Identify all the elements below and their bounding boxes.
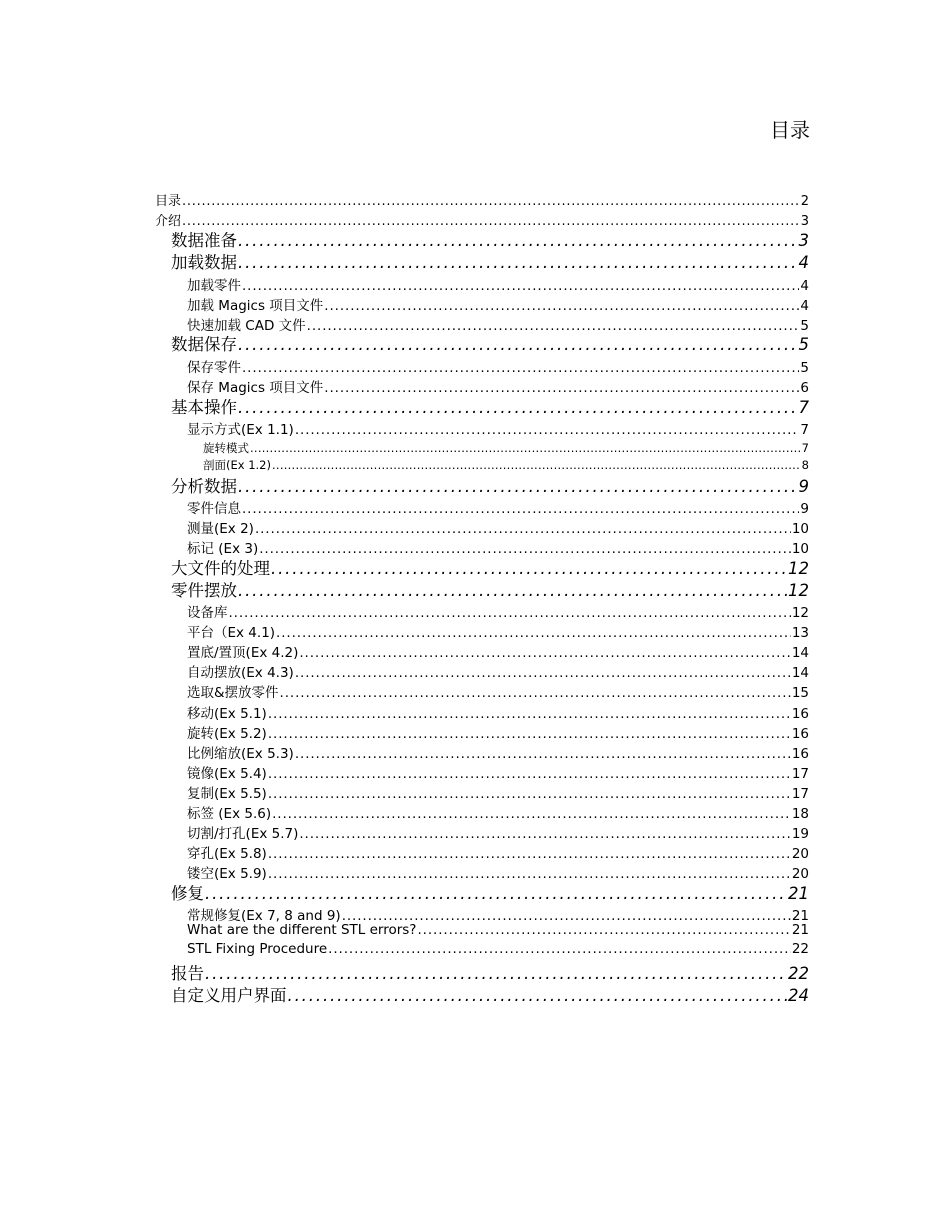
toc-entry-page: 12 (788, 559, 809, 578)
toc-entry-page: 5 (800, 318, 809, 334)
toc-entry-label: What are the different STL errors? (187, 922, 417, 938)
toc-leader-dots (268, 766, 791, 782)
toc-entry-page: 19 (791, 826, 809, 842)
toc-leader-dots (328, 941, 791, 957)
toc-leader-dots (238, 477, 798, 496)
toc-entry[interactable] (187, 661, 809, 681)
toc-entry[interactable] (187, 356, 809, 376)
toc-entry[interactable] (171, 473, 809, 497)
toc-entry-page: 16 (791, 726, 809, 742)
toc-entry-label: 平台（Ex 4.1) (187, 625, 276, 641)
toc-entry-page: 12 (788, 581, 809, 600)
toc-entry-label: 设备库 (187, 605, 228, 621)
toc-entry-label: 大文件的处理 (171, 559, 270, 578)
toc-entry-label: 分析数据 (171, 477, 237, 496)
toc-entry-page: 7 (801, 441, 809, 455)
toc-entry[interactable] (187, 517, 809, 537)
toc-entry[interactable] (187, 274, 809, 294)
toc-entry-label: 基本操作 (171, 398, 237, 417)
toc-leader-dots (280, 685, 791, 701)
toc-entry-label: 零件摆放 (171, 581, 237, 600)
toc-leader-dots (238, 253, 798, 272)
toc-entry-label: 旋转模式 (203, 441, 249, 455)
toc-leader-dots (272, 806, 791, 822)
toc-leader-dots (295, 422, 800, 438)
toc-entry[interactable] (171, 555, 809, 579)
toc-leader-dots (238, 231, 798, 250)
toc-entry[interactable] (203, 440, 809, 456)
toc-entry-page: 7 (800, 422, 809, 438)
toc-entry-page: 5 (800, 360, 809, 376)
toc-entry[interactable] (187, 941, 809, 957)
toc-entry-page: 21 (791, 922, 809, 938)
toc-entry[interactable] (187, 862, 809, 882)
toc-entry-label: 加载 Magics 项目文件 (187, 298, 324, 314)
toc-leader-dots (268, 726, 791, 742)
toc-entry[interactable] (171, 394, 809, 418)
toc-entry[interactable] (187, 601, 809, 621)
toc-entry[interactable] (187, 742, 809, 762)
toc-entry-page: 10 (791, 541, 809, 557)
toc-entry-label: 保存 Magics 项目文件 (187, 380, 324, 396)
toc-entry[interactable] (187, 822, 809, 842)
toc-leader-dots (242, 501, 799, 517)
toc-entry-label: 标记 (Ex 3) (187, 541, 259, 557)
toc-entry-label: 加载数据 (171, 253, 237, 272)
toc-entry-page: 8 (801, 458, 809, 472)
toc-entry-label: 旋转(Ex 5.2) (187, 726, 267, 742)
toc-leader-dots (299, 645, 790, 661)
toc-entry-label: 保存零件 (187, 360, 241, 376)
toc-entry-page: 9 (798, 477, 809, 496)
toc-entry-page: 17 (791, 766, 809, 782)
toc-leader-dots (242, 360, 799, 376)
toc-entry[interactable] (187, 376, 809, 396)
toc-leader-dots (250, 441, 801, 455)
toc-entry-page: 12 (791, 605, 809, 621)
toc-leader-dots (238, 398, 798, 417)
toc-entry-page: 21 (791, 908, 809, 924)
toc-entry-page: 13 (791, 625, 809, 641)
toc-entry-label: 自定义用户界面 (171, 986, 287, 1005)
toc-entry[interactable] (187, 621, 809, 641)
toc-entry-label: 数据准备 (171, 231, 237, 250)
toc-entry[interactable] (187, 904, 809, 924)
toc-entry-page: 9 (800, 501, 809, 517)
toc-leader-dots (238, 335, 798, 354)
toc-leader-dots (182, 194, 800, 209)
toc-leader-dots (205, 964, 787, 983)
toc-entry-label: 选取&摆放零件 (187, 685, 279, 701)
toc-entry-label: 修复 (171, 884, 204, 903)
toc-entry-page: 4 (798, 253, 809, 272)
toc-entry-page: 3 (800, 214, 809, 229)
toc-entry-label: 镂空(Ex 5.9) (187, 866, 267, 882)
toc-entry-label: 剖面(Ex 1.2) (203, 458, 271, 472)
toc-entry[interactable] (187, 681, 809, 701)
toc-entry-page: 7 (798, 398, 809, 417)
toc-leader-dots (299, 826, 790, 842)
toc-leader-dots (229, 605, 791, 621)
toc-entry[interactable] (187, 802, 809, 822)
toc-entry[interactable] (187, 922, 809, 938)
toc-entry-page: 24 (788, 986, 809, 1005)
toc-entry-label: 介绍 (155, 214, 182, 229)
toc-entry-page: 22 (791, 941, 809, 957)
toc-entry[interactable] (203, 457, 809, 473)
toc-entry-label: 复制(Ex 5.5) (187, 786, 267, 802)
toc-entry-page: 17 (791, 786, 809, 802)
toc-entry-label: 置底/置顶(Ex 4.2) (187, 645, 299, 661)
toc-entry-label: STL Fixing Procedure (187, 941, 328, 957)
toc-entry-page: 6 (800, 380, 809, 396)
toc-entry[interactable] (171, 960, 809, 984)
toc-entry-page: 4 (800, 278, 809, 294)
toc-leader-dots (324, 298, 799, 314)
toc-entry[interactable] (187, 782, 809, 802)
toc-leader-dots (288, 986, 788, 1005)
toc-entry[interactable] (171, 227, 809, 251)
toc-leader-dots (417, 922, 790, 938)
toc-entry-page: 20 (791, 846, 809, 862)
toc-entry[interactable] (187, 418, 809, 438)
toc-entry-label: 测量(Ex 2) (187, 521, 254, 537)
toc-entry-page: 4 (800, 298, 809, 314)
toc-entry-label: 零件信息 (187, 501, 241, 517)
toc-leader-dots (276, 625, 791, 641)
toc-entry-page: 18 (791, 806, 809, 822)
toc-entry[interactable] (171, 577, 809, 601)
toc-leader-dots (271, 559, 787, 578)
toc-entry-page: 16 (791, 706, 809, 722)
toc-entry-label: 移动(Ex 5.1) (187, 706, 267, 722)
toc-leader-dots (268, 706, 791, 722)
toc-leader-dots (255, 521, 791, 537)
toc-entry-label: 目录 (155, 194, 182, 209)
toc-entry-page: 14 (791, 665, 809, 681)
toc-entry[interactable] (187, 537, 809, 557)
toc-leader-dots (268, 846, 791, 862)
toc-entry[interactable] (171, 249, 809, 273)
toc-entry-label: 切割/打孔(Ex 5.7) (187, 826, 299, 842)
toc-entry-page: 2 (800, 194, 809, 209)
toc-entry-label: 数据保存 (171, 335, 237, 354)
toc-entry[interactable] (187, 762, 809, 782)
toc-entry-page: 5 (798, 335, 809, 354)
toc-entry-label: 标签 (Ex 5.6) (187, 806, 272, 822)
toc-entry-page: 15 (791, 685, 809, 701)
toc-leader-dots (242, 278, 799, 294)
toc-leader-dots (272, 458, 801, 472)
toc-entry[interactable] (187, 294, 809, 314)
toc-entry-page: 22 (788, 964, 809, 983)
toc-entry[interactable] (155, 190, 809, 209)
toc-entry-page: 21 (788, 884, 809, 903)
toc-entry-page: 20 (791, 866, 809, 882)
toc-entry-page: 16 (791, 746, 809, 762)
toc-leader-dots (238, 581, 787, 600)
toc-entry[interactable] (171, 880, 809, 904)
toc-entry-label: 显示方式(Ex 1.1) (187, 422, 294, 438)
toc-entry-page: 14 (791, 645, 809, 661)
toc-entry[interactable] (187, 641, 809, 661)
page-title: 目录 (770, 118, 810, 142)
toc-leader-dots (268, 786, 791, 802)
toc-entry[interactable] (171, 331, 809, 355)
toc-entry[interactable] (187, 722, 809, 742)
toc-entry-label: 报告 (171, 964, 204, 983)
toc-entry-label: 比例缩放(Ex 5.3) (187, 746, 294, 762)
toc-entry[interactable] (187, 702, 809, 722)
toc-entry-page: 10 (791, 521, 809, 537)
toc-entry-label: 穿孔(Ex 5.8) (187, 846, 267, 862)
toc-entry-label: 快速加载 CAD 文件 (187, 318, 306, 334)
toc-entry-label: 镜像(Ex 5.4) (187, 766, 267, 782)
toc-entry[interactable] (187, 497, 809, 517)
toc-entry-label: 加载零件 (187, 278, 241, 294)
toc-leader-dots (295, 746, 791, 762)
toc-entry[interactable] (187, 842, 809, 862)
toc-entry-label: 常规修复(Ex 7, 8 and 9) (187, 908, 341, 924)
toc-entry-page: 3 (798, 231, 809, 250)
toc-leader-dots (295, 665, 791, 681)
toc-leader-dots (205, 884, 787, 903)
toc-entry[interactable] (171, 982, 809, 1006)
toc-entry-label: 自动摆放(Ex 4.3) (187, 665, 294, 681)
